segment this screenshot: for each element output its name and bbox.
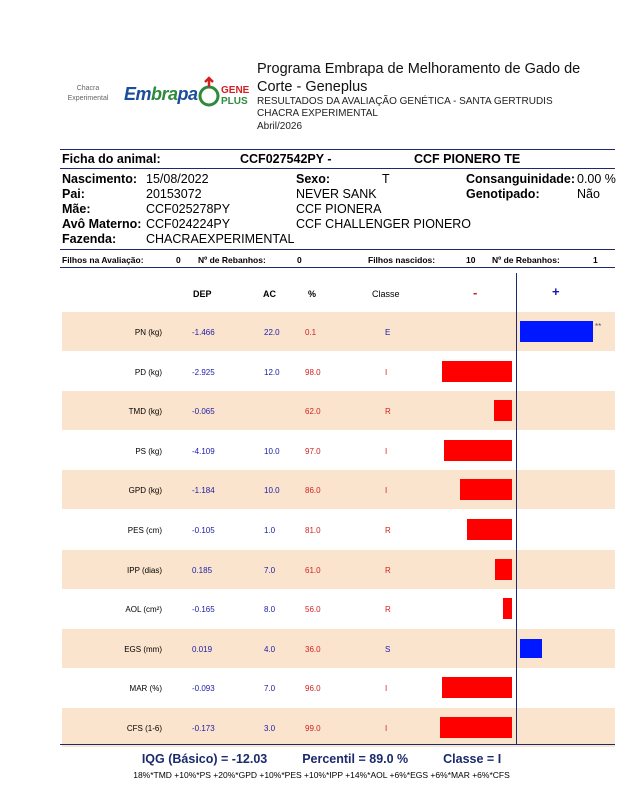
trait-bar [520,321,593,342]
trait-ac: 3.0 [264,724,276,733]
trait-dep: -0.093 [192,684,215,694]
trait-dep: -4.109 [192,446,215,456]
avo-id: CCF024224PY [146,217,231,231]
farm-subtitle: CHACRA EXPERIMENTAL [257,108,378,119]
classe-value: Classe = I [443,752,502,766]
rebanhos-aval-value: 0 [297,255,302,265]
pai-id: 20153072 [146,187,202,201]
mae-name: CCF PIONERA [296,202,382,216]
fazenda-value: CHACRAEXPERIMENTAL [146,232,295,246]
trait-row [62,431,615,470]
geneplus-logo [195,76,255,112]
trait-dep: -1.466 [192,328,215,337]
col-dep: DEP [193,289,212,299]
trait-classe: R [385,407,391,417]
trait-row [62,510,615,549]
trait-label: EGS (mm) [124,644,162,654]
trait-label: PS (kg) [135,446,162,456]
trait-ac: 22.0 [264,328,280,337]
chacra-logo: Chacra Experimental [67,85,109,102]
trait-bar [460,479,512,500]
trait-classe: R [385,605,391,615]
filhos-nasc-label: Filhos nascidos: [368,255,436,265]
trait-row [62,550,615,589]
iqg-formula: 18%*TMD +10%*PS +20%*GPD +10%*PES +10%*IPP +14%*AOL +6%*EGS +6%*MAR +6%*CFS [133,770,510,780]
avo-label: Avô Materno: [62,217,142,231]
embrapa-logo: Embrapa [124,84,198,104]
animal-rule [60,249,615,250]
avo-name: CCF CHALLENGER PIONERO [296,217,472,231]
trait-pct: 86.0 [305,486,321,496]
rebanhos-nasc-label: Nº de Rebanhos: [492,255,560,265]
animal-name: CCF PIONERO TE [414,152,521,166]
trait-label: CFS (1-6) [126,724,162,733]
trait-bar [442,677,512,698]
report-date: Abril/2026 [257,121,303,132]
mae-id: CCF025278PY [146,202,231,216]
trait-ac: 1.0 [264,526,276,535]
col-classe: Classe [372,289,400,299]
pai-label: Pai: [62,187,85,201]
trait-bar [442,361,512,382]
trait-ac: 12.0 [264,367,280,377]
bottom-rule [60,744,615,745]
trait-bar [467,519,512,540]
trait-bar [444,440,512,461]
trait-label: PD (kg) [134,367,162,377]
trait-classe: R [385,565,391,575]
mae-label: Mãe: [62,202,91,216]
iqg-summary [0,752,643,766]
trait-row [62,470,615,509]
consang-value: 0.00 % [577,172,616,186]
trait-bar [520,639,542,658]
trait-row [62,352,615,391]
trait-flag: ** [595,322,602,331]
trait-ac: 4.0 [264,644,276,654]
trait-pct: 62.0 [305,407,321,417]
trait-classe: I [385,367,388,377]
nascimento-value: 15/08/2022 [146,172,209,186]
trait-pct: 61.0 [305,565,321,575]
filhos-aval-value: 0 [176,255,181,265]
zero-axis [516,273,517,744]
svg-text:GENE: GENE [221,85,250,96]
trait-dep: -0.165 [192,605,215,615]
fazenda-label: Fazenda: [62,232,117,246]
col-plus: + [552,284,560,299]
animal-id: CCF027542PY - [240,152,332,166]
trait-bar [495,559,512,580]
ficha-rule [60,168,615,169]
genotipado-label: Genotipado: [466,187,540,201]
trait-classe: I [385,724,388,733]
trait-label: PN (kg) [134,328,162,337]
geneplus-symbol-icon [195,76,255,112]
trait-pct: 56.0 [305,605,321,615]
trait-row [62,668,615,707]
ficha-label: Ficha do animal: [62,152,161,166]
trait-dep: -1.184 [192,486,215,496]
filhos-aval-label: Filhos na Avaliação: [62,255,144,265]
sexo-value: T [382,172,390,186]
trait-row [62,312,615,351]
consang-label: Consanguinidade: [466,172,576,186]
trait-dep: -0.173 [192,724,215,733]
trait-row [62,391,615,430]
trait-dep: -0.105 [192,526,215,535]
trait-label: TMD (kg) [128,407,162,417]
trait-dep: 0.019 [192,644,213,654]
genotipado-value: Não [577,187,600,201]
trait-classe: E [385,328,391,337]
trait-bar [494,400,512,421]
trait-ac: 7.0 [264,684,276,694]
trait-pct: 0.1 [305,328,317,337]
trait-pct: 81.0 [305,526,321,535]
trait-bar [503,598,512,619]
trait-ac: 10.0 [264,486,280,496]
nascimento-label: Nascimento: [62,172,138,186]
percentil-value: Percentil = 89.0 % [302,752,409,766]
trait-dep: -2.925 [192,367,215,377]
col-minus: - [473,285,478,300]
iqg-value: IQG (Básico) = -12.03 [141,752,268,766]
program-title: Programa Embrapa de Melhoramento de Gado de Corte - Geneplus [257,61,581,95]
trait-pct: 99.0 [305,724,321,733]
trait-pct: 98.0 [305,367,321,377]
trait-classe: R [385,526,391,535]
results-subtitle: RESULTADOS DA AVALIAÇÃO GENÉTICA - SANTA GERTRUDIS [257,96,553,107]
summary-rule [60,267,615,268]
trait-dep: 0.185 [192,565,213,575]
trait-label: GPD (kg) [128,486,162,496]
rebanhos-aval-label: Nº de Rebanhos: [198,255,266,265]
filhos-nasc-value: 10 [466,255,476,265]
trait-row [62,629,615,668]
trait-ac: 8.0 [264,605,276,615]
trait-label: AOL (cm²) [125,605,162,615]
top-rule [60,149,615,150]
trait-classe: I [385,684,388,694]
col-pct: % [308,289,317,299]
trait-pct: 96.0 [305,684,321,694]
trait-classe: I [385,486,388,496]
trait-ac: 10.0 [264,446,280,456]
svg-text:PLUS: PLUS [221,96,248,107]
trait-classe: I [385,446,388,456]
col-ac: AC [263,289,276,299]
trait-label: PES (cm) [127,526,162,535]
trait-label: MAR (%) [129,684,162,694]
trait-classe: S [385,644,391,654]
trait-dep: -0.065 [192,407,215,417]
trait-row [62,708,615,747]
trait-ac: 7.0 [264,565,276,575]
trait-label: IPP (dias) [127,565,162,575]
trait-row [62,589,615,628]
trait-bar [440,717,512,738]
pai-name: NEVER SANK [296,187,377,201]
trait-pct: 97.0 [305,446,321,456]
trait-pct: 36.0 [305,644,321,654]
sexo-label: Sexo: [296,172,331,186]
rebanhos-nasc-value: 1 [593,255,598,265]
